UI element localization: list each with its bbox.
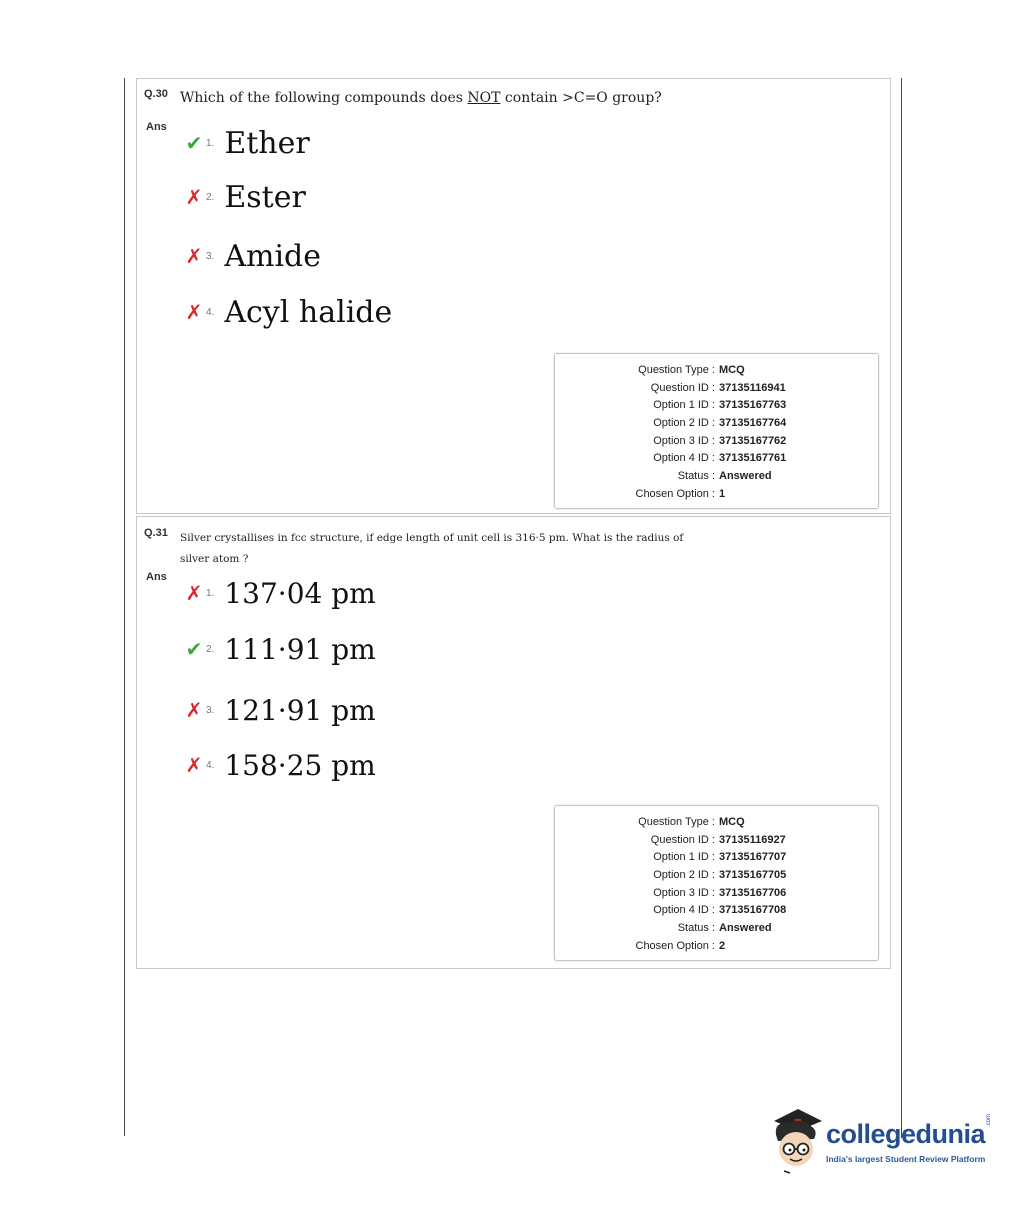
option-3 xyxy=(185,236,321,276)
option-2 xyxy=(185,629,376,669)
option-4 xyxy=(185,292,392,332)
meta-row: Option 2 ID : 37135167705 xyxy=(653,868,787,881)
meta-row: Question Type : MCQ xyxy=(638,815,745,828)
option-text: Amide xyxy=(224,238,322,274)
question-card-30 xyxy=(136,78,891,514)
option-1 xyxy=(185,123,310,163)
meta-row: Option 1 ID : 37135167763 xyxy=(653,399,787,412)
option-text: Acyl halide xyxy=(224,294,393,330)
meta-row: Option 3 ID : 37135167706 xyxy=(653,886,787,899)
cross-icon: ✗ xyxy=(185,753,203,777)
option-number: 1. xyxy=(206,587,215,599)
page-left-border xyxy=(124,78,125,1136)
meta-row: Question ID : 37135116927 xyxy=(650,833,786,846)
meta-row: Question ID : 37135116941 xyxy=(650,381,786,394)
option-text: 111·91 pm xyxy=(224,632,376,666)
meta-row: Option 1 ID : 37135167707 xyxy=(653,851,787,864)
brand-name: collegedunia xyxy=(826,1119,986,1149)
question-meta-panel xyxy=(554,353,879,509)
meta-row: Option 4 ID : 37135167708 xyxy=(653,904,787,917)
mascot-icon xyxy=(768,1105,824,1175)
cross-icon: ✗ xyxy=(185,300,203,324)
meta-row: Status : Answered xyxy=(677,469,772,482)
cross-icon: ✗ xyxy=(185,581,203,605)
answer-label: Ans xyxy=(146,121,167,133)
question-text: Which of the following compounds does NOT contain >C=O group? xyxy=(180,90,662,106)
option-text: Ether xyxy=(224,125,310,161)
option-number: 3. xyxy=(206,250,215,262)
cross-icon: ✗ xyxy=(185,185,203,209)
meta-row: Chosen Option : 2 xyxy=(635,939,726,952)
answer-label: Ans xyxy=(146,571,167,583)
cross-icon: ✗ xyxy=(185,698,203,722)
option-4 xyxy=(185,745,376,785)
brand-suffix: .com xyxy=(986,1113,992,1127)
emphasis-not: NOT xyxy=(467,90,501,106)
question-card-31 xyxy=(136,516,891,969)
cross-icon: ✗ xyxy=(185,244,203,268)
meta-row: Chosen Option : 1 xyxy=(635,487,726,500)
option-3 xyxy=(185,690,376,730)
meta-row: Option 2 ID : 37135167764 xyxy=(653,416,787,429)
option-text: 158·25 pm xyxy=(224,748,376,782)
option-number: 2. xyxy=(206,191,215,203)
collegedunia-logo xyxy=(768,1105,998,1175)
brand-tagline: India's largest Student Review Platform xyxy=(826,1154,986,1164)
meta-row: Status : Answered xyxy=(677,921,772,934)
option-2 xyxy=(185,177,306,217)
check-icon: ✔ xyxy=(185,131,203,155)
question-number: Q.31 xyxy=(144,527,168,539)
meta-row: Option 3 ID : 37135167762 xyxy=(653,434,787,447)
option-number: 2. xyxy=(206,643,215,655)
option-number: 3. xyxy=(206,704,215,716)
option-number: 1. xyxy=(206,137,215,149)
option-1 xyxy=(185,573,376,613)
meta-row: Question Type : MCQ xyxy=(638,363,745,376)
option-number: 4. xyxy=(206,759,215,771)
page-right-border xyxy=(901,78,902,1138)
question-number: Q.30 xyxy=(144,88,168,100)
check-icon: ✔ xyxy=(185,637,203,661)
option-text: 137·04 pm xyxy=(224,576,376,610)
question-meta-panel xyxy=(554,805,879,961)
option-text: 121·91 pm xyxy=(224,693,376,727)
question-text: Silver crystallises in fcc structure, if edge length of unit cell is 316·5 pm. What is the radius of silver atom ? xyxy=(180,532,684,565)
option-number: 4. xyxy=(206,306,215,318)
option-text: Ester xyxy=(224,179,306,215)
meta-row: Option 4 ID : 37135167761 xyxy=(653,452,787,465)
